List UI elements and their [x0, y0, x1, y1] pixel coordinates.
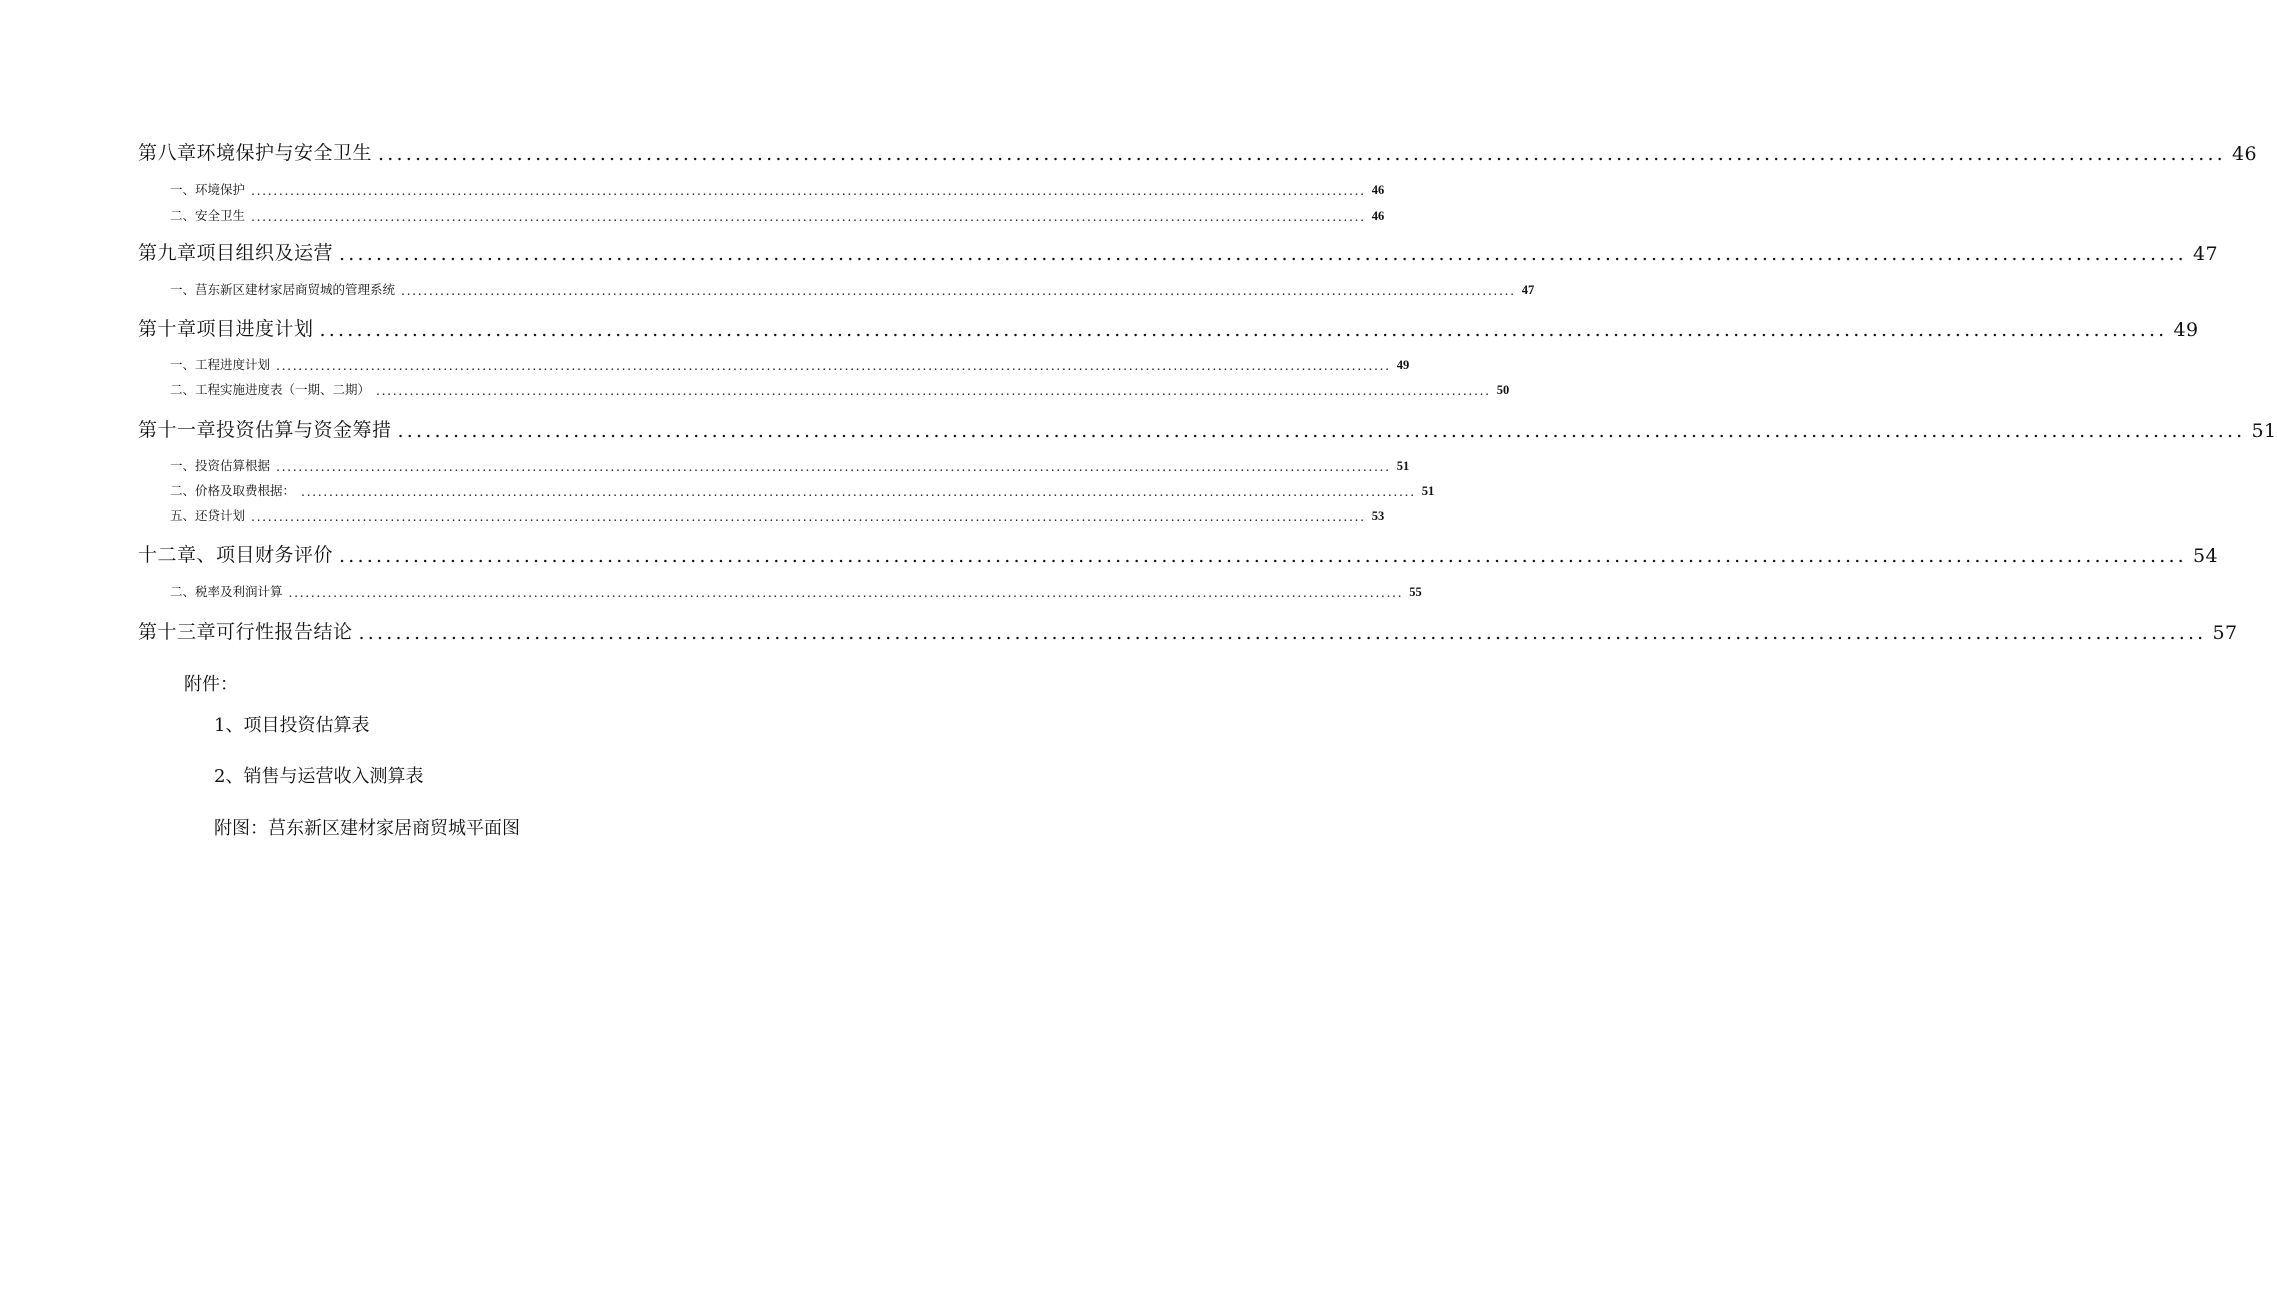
toc-section-entry[interactable] — [170, 506, 1385, 524]
toc-page-number: 50 — [1496, 383, 1510, 397]
attachment-item-1: 1、项目投资估算表 — [214, 715, 370, 736]
toc-chapter-entry[interactable] — [138, 314, 2199, 341]
toc-entry-title: 一、莒东新区建材家居商贸城的管理系统 — [170, 282, 396, 297]
toc-entry-title: 二、安全卫生 — [170, 208, 246, 223]
attachments-heading: 附件： — [184, 674, 238, 695]
toc-leader-dots: ........................................................................................................................................................................................................ — [339, 243, 2187, 265]
toc-entry-title: 十二章、项目财务评价 — [138, 544, 334, 566]
toc-page-number: 55 — [1409, 585, 1422, 599]
toc-section-entry[interactable] — [170, 280, 1535, 298]
toc-chapter-entry[interactable] — [138, 138, 2258, 165]
toc-page-number: 47 — [2192, 243, 2219, 265]
toc-chapter-entry[interactable] — [138, 415, 2277, 442]
toc-page-number: 46 — [2231, 143, 2258, 165]
toc-page-number: 46 — [1371, 209, 1385, 223]
toc-page-number: 51 — [1396, 459, 1410, 473]
toc-section-entry[interactable] — [170, 355, 1410, 373]
toc-entry-title: 第十章项目进度计划 — [138, 318, 314, 340]
toc-leader-dots: ........................................................................................................................................................................................................ — [276, 459, 1391, 474]
toc-page-number: 53 — [1371, 509, 1385, 523]
toc-page-number: 46 — [1371, 183, 1385, 197]
toc-leader-dots: ........................................................................................................................................................................................................ — [378, 143, 2226, 165]
toc-section-entry[interactable] — [170, 456, 1410, 474]
attachment-figure: 附图：莒东新区建材家居商贸城平面图 — [214, 818, 520, 839]
toc-section-entry[interactable] — [170, 582, 1422, 600]
toc-leader-dots: ........................................................................................................................................................................................................ — [251, 209, 1366, 224]
toc-entry-title: 一、投资估算根据 — [170, 458, 271, 473]
toc-page-number: 49 — [1396, 358, 1410, 372]
attachment-item-2: 2、销售与运营收入测算表 — [214, 766, 424, 787]
toc-leader-dots: ........................................................................................................................................................................................................ — [358, 622, 2207, 644]
toc-entry-title: 二、税率及利润计算 — [170, 584, 283, 599]
toc-page-number: 54 — [2192, 545, 2219, 567]
toc-chapter-entry[interactable] — [138, 540, 2219, 567]
toc-page-number: 57 — [2212, 622, 2238, 644]
toc-section-entry[interactable] — [170, 206, 1385, 224]
toc-leader-dots: ........................................................................................................................................................................................................ — [339, 545, 2187, 567]
toc-page-number: 51 — [1421, 484, 1435, 498]
toc-entry-title: 二、工程实施进度表（一期、二期） — [170, 382, 371, 397]
toc-entry-title: 第九章项目组织及运营 — [138, 242, 334, 264]
toc-chapter-entry[interactable] — [138, 617, 2238, 644]
toc-entry-title: 一、工程进度计划 — [170, 357, 271, 372]
toc-leader-dots: ........................................................................................................................................................................................................ — [401, 283, 1516, 298]
toc-leader-dots: ........................................................................................................................................................................................................ — [376, 383, 1491, 398]
toc-leader-dots: ........................................................................................................................................................................................................ — [276, 358, 1391, 373]
toc-page-number: 49 — [2173, 319, 2199, 341]
toc-entry-title: 第八章环境保护与安全卫生 — [138, 142, 373, 164]
toc-leader-dots: ........................................................................................................................................................................................................ — [397, 420, 2246, 442]
toc-page-number: 51 — [2251, 420, 2277, 442]
toc-page-number: 47 — [1521, 283, 1535, 297]
toc-leader-dots: ........................................................................................................................................................................................................ — [251, 509, 1366, 524]
toc-section-entry[interactable] — [170, 380, 1510, 398]
toc-section-entry[interactable] — [170, 481, 1435, 499]
toc-leader-dots: ........................................................................................................................................................................................................ — [288, 585, 1404, 600]
toc-leader-dots: ........................................................................................................................................................................................................ — [301, 484, 1416, 499]
toc-entry-title: 第十三章可行性报告结论 — [138, 621, 353, 643]
toc-chapter-entry[interactable] — [138, 238, 2219, 265]
toc-section-entry[interactable] — [170, 180, 1385, 198]
toc-entry-title: 五、还贷计划 — [170, 508, 246, 523]
toc-entry-title: 二、价格及取费根据： — [170, 483, 296, 498]
toc-leader-dots: ........................................................................................................................................................................................................ — [251, 183, 1366, 198]
toc-entry-title: 一、环境保护 — [170, 182, 246, 197]
toc-entry-title: 第十一章投资估算与资金筹措 — [138, 419, 392, 441]
toc-leader-dots: ........................................................................................................................................................................................................ — [319, 319, 2168, 341]
